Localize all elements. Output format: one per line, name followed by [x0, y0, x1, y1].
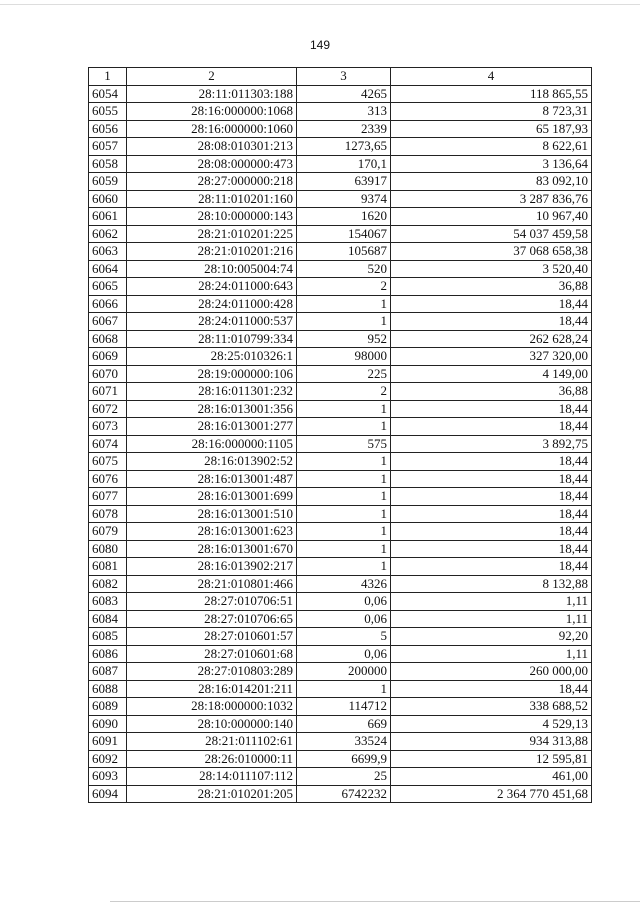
table-row [89, 173, 592, 191]
row-number: 6072 [89, 400, 127, 418]
amount-value: 18,44 [391, 418, 592, 436]
area-value: 1273,65 [297, 138, 391, 156]
cadastral-number: 28:25:010326:1 [127, 348, 297, 366]
cadastral-number: 28:21:010201:216 [127, 243, 297, 261]
table-row [89, 470, 592, 488]
table-row [89, 715, 592, 733]
cadastral-number: 28:24:011000:428 [127, 295, 297, 313]
page-number: 149 [309, 38, 331, 52]
table-row [89, 120, 592, 138]
area-value: 4265 [297, 85, 391, 103]
area-value: 6699,9 [297, 750, 391, 768]
row-number: 6056 [89, 120, 127, 138]
row-number: 6060 [89, 190, 127, 208]
amount-value: 36,88 [391, 278, 592, 296]
amount-value: 18,44 [391, 400, 592, 418]
table-row [89, 628, 592, 646]
amount-value: 18,44 [391, 540, 592, 558]
row-number: 6058 [89, 155, 127, 173]
row-number: 6073 [89, 418, 127, 436]
row-number: 6064 [89, 260, 127, 278]
header-col-1: 1 [89, 68, 127, 86]
area-value: 9374 [297, 190, 391, 208]
area-value: 2 [297, 278, 391, 296]
table-row [89, 505, 592, 523]
table-row [89, 138, 592, 156]
area-value: 200000 [297, 663, 391, 681]
row-number: 6057 [89, 138, 127, 156]
amount-value: 54 037 459,58 [391, 225, 592, 243]
amount-value: 3 136,64 [391, 155, 592, 173]
table-row [89, 190, 592, 208]
row-number: 6086 [89, 645, 127, 663]
amount-value: 327 320,00 [391, 348, 592, 366]
area-value: 2339 [297, 120, 391, 138]
cadastral-number: 28:27:010601:57 [127, 628, 297, 646]
area-value: 154067 [297, 225, 391, 243]
amount-value: 12 595,81 [391, 750, 592, 768]
table-row [89, 523, 592, 541]
row-number: 6080 [89, 540, 127, 558]
table-row [89, 383, 592, 401]
row-number: 6067 [89, 313, 127, 331]
table-body [89, 85, 592, 803]
table-row [89, 680, 592, 698]
area-value: 1 [297, 295, 391, 313]
row-number: 6066 [89, 295, 127, 313]
amount-value: 18,44 [391, 680, 592, 698]
row-number: 6068 [89, 330, 127, 348]
table-row [89, 540, 592, 558]
table-row [89, 435, 592, 453]
amount-value: 65 187,93 [391, 120, 592, 138]
amount-value: 4 149,00 [391, 365, 592, 383]
amount-value: 18,44 [391, 505, 592, 523]
amount-value: 338 688,52 [391, 698, 592, 716]
row-number: 6077 [89, 488, 127, 506]
area-value: 1 [297, 313, 391, 331]
area-value: 1 [297, 680, 391, 698]
row-number: 6093 [89, 768, 127, 786]
area-value: 25 [297, 768, 391, 786]
row-number: 6094 [89, 785, 127, 803]
area-value: 63917 [297, 173, 391, 191]
amount-value: 18,44 [391, 558, 592, 576]
header-col-3: 3 [297, 68, 391, 86]
row-number: 6055 [89, 103, 127, 121]
amount-value: 1,11 [391, 593, 592, 611]
row-number: 6079 [89, 523, 127, 541]
cadastral-number: 28:27:010706:51 [127, 593, 297, 611]
table-row [89, 593, 592, 611]
cadastral-number: 28:16:000000:1068 [127, 103, 297, 121]
cadastral-number: 28:10:000000:143 [127, 208, 297, 226]
cadastral-number: 28:16:014201:211 [127, 680, 297, 698]
area-value: 313 [297, 103, 391, 121]
cadastral-number: 28:08:000000:473 [127, 155, 297, 173]
row-number: 6087 [89, 663, 127, 681]
table-row [89, 330, 592, 348]
cadastral-number: 28:08:010301:213 [127, 138, 297, 156]
row-number: 6081 [89, 558, 127, 576]
table-row [89, 698, 592, 716]
cadastral-number: 28:21:011102:61 [127, 733, 297, 751]
table-row [89, 645, 592, 663]
cadastral-number: 28:21:010201:225 [127, 225, 297, 243]
cadastral-number: 28:16:013902:52 [127, 453, 297, 471]
amount-value: 8 132,88 [391, 575, 592, 593]
scan-bottom-edge [110, 901, 640, 902]
cadastral-number: 28:18:000000:1032 [127, 698, 297, 716]
area-value: 1 [297, 453, 391, 471]
area-value: 0,06 [297, 610, 391, 628]
row-number: 6090 [89, 715, 127, 733]
cadastral-number: 28:16:013001:510 [127, 505, 297, 523]
row-number: 6088 [89, 680, 127, 698]
amount-value: 1,11 [391, 610, 592, 628]
cadastral-number: 28:16:013902:217 [127, 558, 297, 576]
table-row [89, 243, 592, 261]
table-row [89, 663, 592, 681]
table-row [89, 733, 592, 751]
amount-value: 8 723,31 [391, 103, 592, 121]
table-row [89, 208, 592, 226]
amount-value: 2 364 770 451,68 [391, 785, 592, 803]
amount-value: 36,88 [391, 383, 592, 401]
area-value: 33524 [297, 733, 391, 751]
amount-value: 18,44 [391, 295, 592, 313]
amount-value: 262 628,24 [391, 330, 592, 348]
row-number: 6083 [89, 593, 127, 611]
cadastral-number: 28:11:010799:334 [127, 330, 297, 348]
cadastral-number: 28:19:000000:106 [127, 365, 297, 383]
row-number: 6070 [89, 365, 127, 383]
area-value: 952 [297, 330, 391, 348]
cadastral-number: 28:16:013001:623 [127, 523, 297, 541]
amount-value: 4 529,13 [391, 715, 592, 733]
cadastral-number: 28:11:011303:188 [127, 85, 297, 103]
row-number: 6071 [89, 383, 127, 401]
cadastral-number: 28:16:011301:232 [127, 383, 297, 401]
row-number: 6085 [89, 628, 127, 646]
table-row [89, 453, 592, 471]
table-row [89, 750, 592, 768]
header-col-2: 2 [127, 68, 297, 86]
amount-value: 10 967,40 [391, 208, 592, 226]
table-row [89, 400, 592, 418]
amount-value: 18,44 [391, 453, 592, 471]
amount-value: 3 287 836,76 [391, 190, 592, 208]
cadastral-number: 28:16:000000:1060 [127, 120, 297, 138]
area-value: 5 [297, 628, 391, 646]
cadastral-number: 28:24:011000:643 [127, 278, 297, 296]
row-number: 6054 [89, 85, 127, 103]
area-value: 0,06 [297, 593, 391, 611]
cadastral-number: 28:27:010706:65 [127, 610, 297, 628]
amount-value: 1,11 [391, 645, 592, 663]
amount-value: 92,20 [391, 628, 592, 646]
row-number: 6078 [89, 505, 127, 523]
area-value: 520 [297, 260, 391, 278]
amount-value: 18,44 [391, 488, 592, 506]
cadastral-number: 28:27:010803:289 [127, 663, 297, 681]
area-value: 105687 [297, 243, 391, 261]
amount-value: 118 865,55 [391, 85, 592, 103]
cadastral-number: 28:10:000000:140 [127, 715, 297, 733]
cadastral-number: 28:27:010601:68 [127, 645, 297, 663]
area-value: 114712 [297, 698, 391, 716]
amount-value: 934 313,88 [391, 733, 592, 751]
cadastral-number: 28:10:005004:74 [127, 260, 297, 278]
cadastral-number: 28:16:000000:1105 [127, 435, 297, 453]
area-value: 1620 [297, 208, 391, 226]
table-row [89, 488, 592, 506]
row-number: 6089 [89, 698, 127, 716]
amount-value: 18,44 [391, 523, 592, 541]
cadastral-number: 28:24:011000:537 [127, 313, 297, 331]
amount-value: 260 000,00 [391, 663, 592, 681]
cadastral-number: 28:16:013001:356 [127, 400, 297, 418]
table-row [89, 260, 592, 278]
table-row [89, 558, 592, 576]
row-number: 6076 [89, 470, 127, 488]
area-value: 669 [297, 715, 391, 733]
table-row [89, 768, 592, 786]
amount-value: 18,44 [391, 470, 592, 488]
area-value: 1 [297, 558, 391, 576]
area-value: 2 [297, 383, 391, 401]
amount-value: 3 892,75 [391, 435, 592, 453]
row-number: 6092 [89, 750, 127, 768]
area-value: 1 [297, 523, 391, 541]
row-number: 6059 [89, 173, 127, 191]
cadastral-number: 28:27:000000:218 [127, 173, 297, 191]
table-row [89, 85, 592, 103]
cadastral-number: 28:11:010201:160 [127, 190, 297, 208]
cadastral-number: 28:16:013001:670 [127, 540, 297, 558]
area-value: 1 [297, 470, 391, 488]
cadastral-number: 28:21:010801:466 [127, 575, 297, 593]
table-row [89, 278, 592, 296]
area-value: 1 [297, 540, 391, 558]
area-value: 575 [297, 435, 391, 453]
area-value: 1 [297, 505, 391, 523]
header-col-4: 4 [391, 68, 592, 86]
table-row [89, 418, 592, 436]
area-value: 4326 [297, 575, 391, 593]
table-row [89, 103, 592, 121]
row-number: 6074 [89, 435, 127, 453]
table-row [89, 575, 592, 593]
row-number: 6063 [89, 243, 127, 261]
cadastral-number: 28:21:010201:205 [127, 785, 297, 803]
cadastral-number: 28:14:011107:112 [127, 768, 297, 786]
table-row [89, 313, 592, 331]
area-value: 1 [297, 418, 391, 436]
amount-value: 461,00 [391, 768, 592, 786]
amount-value: 83 092,10 [391, 173, 592, 191]
table-row [89, 348, 592, 366]
row-number: 6069 [89, 348, 127, 366]
row-number: 6084 [89, 610, 127, 628]
row-number: 6065 [89, 278, 127, 296]
cadastral-number: 28:16:013001:487 [127, 470, 297, 488]
area-value: 0,06 [297, 645, 391, 663]
table-row [89, 365, 592, 383]
amount-value: 8 622,61 [391, 138, 592, 156]
area-value: 6742232 [297, 785, 391, 803]
amount-value: 3 520,40 [391, 260, 592, 278]
cadastral-number: 28:16:013001:277 [127, 418, 297, 436]
header-row [89, 68, 592, 86]
row-number: 6075 [89, 453, 127, 471]
table-row [89, 295, 592, 313]
cadastral-number: 28:16:013001:699 [127, 488, 297, 506]
table-row [89, 785, 592, 803]
row-number: 6062 [89, 225, 127, 243]
area-value: 1 [297, 488, 391, 506]
cadastral-number: 28:26:010000:11 [127, 750, 297, 768]
row-number: 6091 [89, 733, 127, 751]
scan-top-edge [0, 4, 640, 5]
data-table [88, 67, 592, 803]
row-number: 6061 [89, 208, 127, 226]
amount-value: 18,44 [391, 313, 592, 331]
row-number: 6082 [89, 575, 127, 593]
area-value: 225 [297, 365, 391, 383]
area-value: 170,1 [297, 155, 391, 173]
area-value: 98000 [297, 348, 391, 366]
area-value: 1 [297, 400, 391, 418]
table-row [89, 155, 592, 173]
amount-value: 37 068 658,38 [391, 243, 592, 261]
table-row [89, 225, 592, 243]
table-row [89, 610, 592, 628]
